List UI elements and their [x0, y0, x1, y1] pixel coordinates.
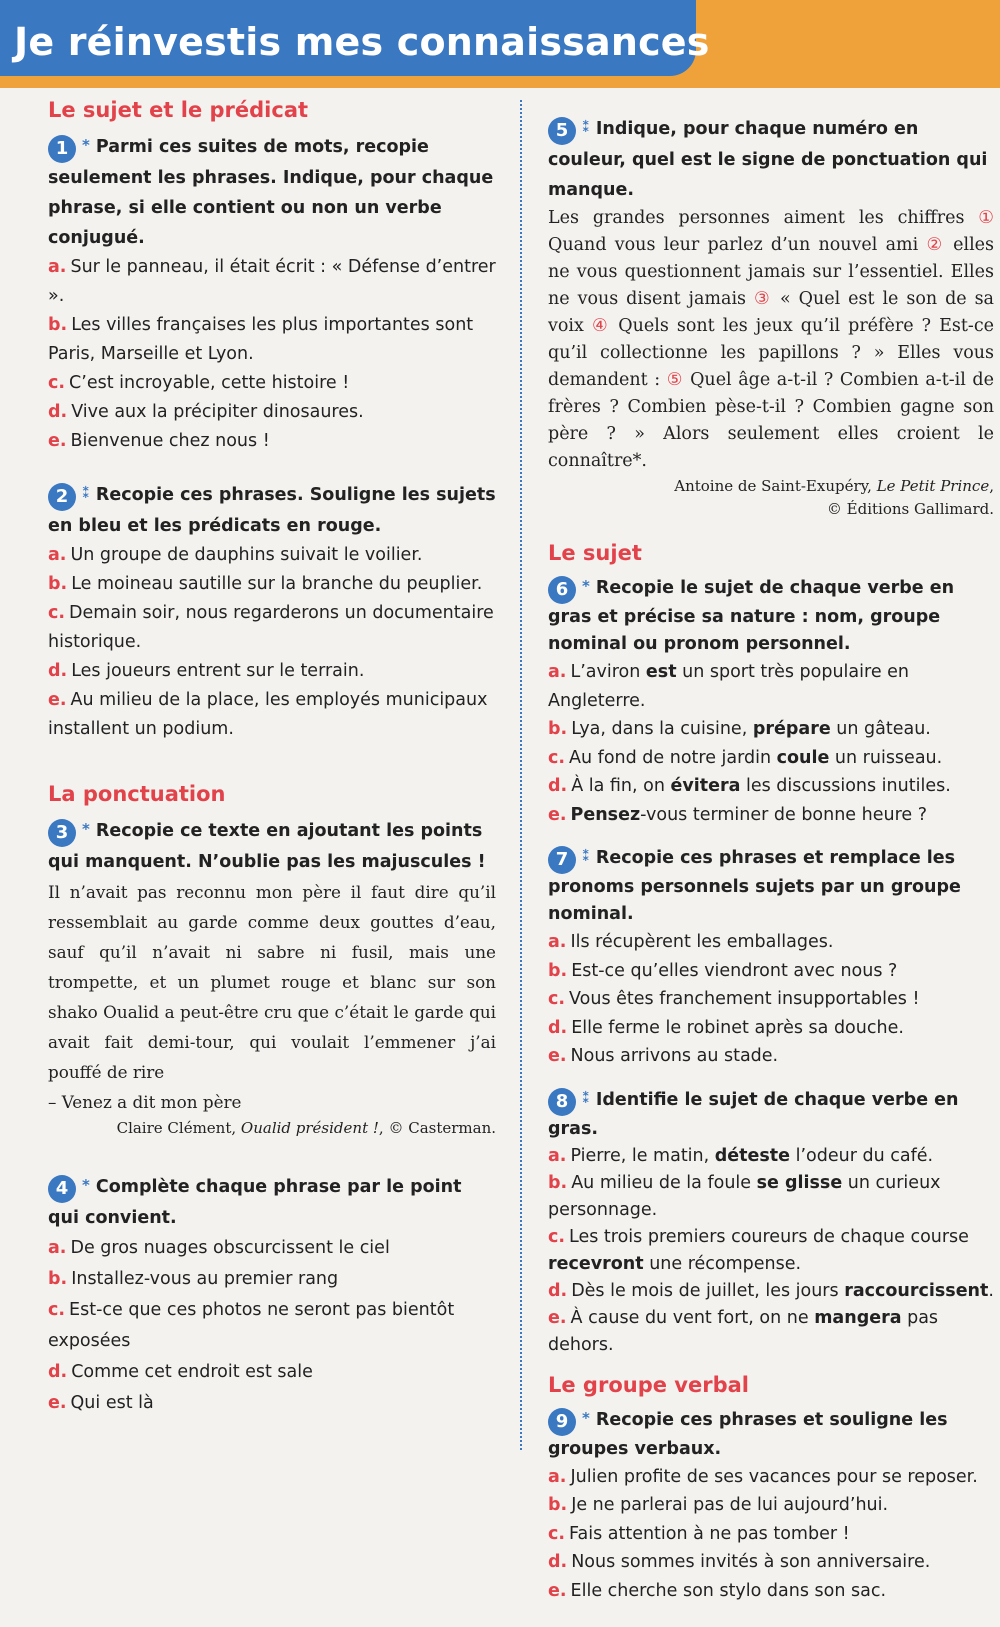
item-text: C’est incroyable, cette histoire ! [69, 373, 350, 393]
item-text: Dès le mois de juillet, les jours [571, 1280, 845, 1301]
item-text: Fais attention à ne pas tomber ! [569, 1523, 850, 1544]
item-text: un ruisseau. [829, 747, 943, 768]
exercise-number-badge: 1 [48, 135, 76, 163]
item-letter: d. [48, 661, 68, 681]
exercise-text: Les grandes personnes aiment les chiffres ① Quand vous leur parlez d’un nouvel ami ② elles ne vous questionnent jamais sur l’essentiel. Elles ne vous disent jamais ③ « Quel est le son de sa voix ④ Quels sont les jeux qu’il préfère ? Est-ce qu’il collectionne les papillons ? » Elles vous demandent : ⑤ Quel âge a-t-il ? Combien a-t-il de frères ? Combien pèse-t-il ? Combien gagne son père ? » Alors seulement elles croient le connaître*. [548, 208, 995, 471]
item-text: Les joueurs entrent sur le terrain. [71, 661, 365, 681]
difficulty-star-icon: * [82, 136, 90, 154]
column-divider [520, 100, 522, 1450]
list-item [548, 1042, 994, 1071]
item-text: un gâteau. [830, 719, 931, 739]
item-letter: a. [548, 932, 567, 952]
item-letter: a. [548, 1145, 567, 1166]
item-text: Les trois premiers coureurs de chaque course [569, 1226, 969, 1247]
item-letter: e. [548, 1307, 567, 1328]
item-text: Pierre, le matin, [570, 1145, 715, 1166]
item-letter: e. [548, 804, 567, 825]
list-item [48, 541, 496, 570]
item-text: Est-ce qu’elles viendront avec nous ? [571, 960, 898, 981]
item-letter: b. [48, 1269, 68, 1289]
item-text: Un groupe de dauphins suivait le voilier. [70, 545, 423, 565]
list-item [48, 253, 496, 311]
difficulty-star-icon: ⁑ [582, 1088, 590, 1107]
list-item [548, 1491, 994, 1520]
difficulty-star-icon: * [582, 1408, 590, 1427]
item-text: Au milieu de la place, les employés municipaux installent un podium. [48, 690, 488, 739]
list-item [48, 369, 496, 398]
bold-verb: mangera [814, 1307, 902, 1328]
list-item [548, 1577, 994, 1606]
bold-verb: prépare [752, 719, 831, 739]
exercise-number-badge: 9 [548, 1408, 576, 1436]
list-item [548, 1014, 994, 1043]
bold-verb: coule [776, 747, 830, 768]
list-item [48, 599, 496, 657]
exercise-number-badge: 8 [548, 1088, 576, 1116]
item-text: -vous terminer de bonne heure ? [640, 804, 928, 825]
list-item [548, 744, 994, 773]
marker-3: ③ [753, 289, 773, 309]
list-item [48, 570, 496, 599]
item-text: Sur le panneau, il était écrit : « Défense d’entrer ». [48, 257, 496, 306]
item-letter: b. [48, 574, 68, 594]
list-item [548, 1170, 994, 1224]
item-letter: e. [48, 431, 67, 451]
exercise-number-badge: 6 [548, 576, 576, 604]
list-item [548, 1520, 994, 1549]
item-letter: d. [48, 1362, 68, 1382]
list-item [48, 1264, 496, 1295]
list-item [548, 928, 994, 957]
item-letter: a. [48, 1238, 67, 1258]
list-item [548, 1143, 994, 1170]
difficulty-star-icon: ⁑ [582, 847, 590, 865]
item-text: De gros nuages obscurcissent le ciel [70, 1238, 390, 1258]
list-item [48, 1388, 496, 1419]
item-text: Elle ferme le robinet après sa douche. [571, 1017, 904, 1038]
item-letter: e. [48, 1393, 67, 1413]
bold-verb: est [645, 662, 677, 682]
item-letter: e. [548, 1046, 567, 1066]
item-text: Nous arrivons au stade. [570, 1046, 779, 1066]
list-item [548, 985, 994, 1014]
item-text: un curieux personnage. [548, 1172, 941, 1220]
item-letter: c. [48, 603, 66, 623]
section-title-ponctuation: La ponctuation [48, 782, 226, 806]
bold-verb: Pensez [570, 804, 641, 825]
difficulty-star-icon: ⁑ [82, 484, 90, 502]
item-text: Installez-vous au premier rang [71, 1269, 339, 1289]
list-item [548, 1463, 994, 1492]
item-letter: b. [48, 315, 68, 335]
item-text: À la fin, on [571, 776, 671, 796]
exercise-6 [548, 573, 994, 829]
list-item [48, 1295, 496, 1357]
difficulty-star-icon: * [582, 577, 590, 595]
list-item [548, 772, 994, 801]
item-text: Au milieu de la foule [571, 1172, 757, 1193]
list-item [548, 1305, 994, 1359]
item-text: . [988, 1280, 994, 1301]
exercise-3 [48, 814, 496, 1140]
marker-1: ① [978, 208, 994, 228]
item-text: Les villes françaises les plus importantes sont Paris, Marseille et Lyon. [48, 315, 474, 364]
item-text: Qui est là [70, 1393, 154, 1413]
item-letter: e. [48, 690, 67, 710]
exercise-number-badge: 4 [48, 1175, 76, 1203]
difficulty-star-icon: ⁑ [582, 118, 590, 136]
item-letter: d. [548, 776, 568, 796]
exercise-instruction: 1 * Parmi ces suites de mots, recopie seulement les phrases. Indique, pour chaque phrase, si elle contient ou non un verbe conjugué. [48, 136, 494, 248]
item-text: Julien profite de ses vacances pour se reposer. [570, 1466, 978, 1487]
page-title: Je réinvestis mes connaissances [14, 20, 710, 64]
exercise-text-dialogue: – Venez a dit mon père [48, 1092, 242, 1112]
bold-verb: évitera [670, 776, 741, 796]
item-letter: b. [548, 1495, 568, 1515]
list-item [548, 1224, 994, 1278]
item-text: une récompense. [643, 1253, 802, 1274]
item-letter: b. [548, 960, 568, 981]
bold-verb: recevront [548, 1253, 644, 1274]
exercise-number-badge: 2 [48, 483, 76, 511]
item-text: les discussions inutiles. [740, 776, 951, 796]
item-text: pas dehors. [548, 1307, 939, 1355]
item-letter: d. [548, 1017, 568, 1038]
section-title-groupe-verbal: Le groupe verbal [548, 1372, 749, 1397]
list-item [548, 957, 994, 986]
exercise-7 [548, 843, 994, 1071]
item-letter: e. [548, 1580, 567, 1601]
item-letter: b. [548, 1172, 568, 1193]
exercise-1 [48, 130, 496, 456]
exercise-4 [48, 1170, 496, 1419]
exercise-instruction: 4 * Complète chaque phrase par le point qui convient. [48, 1176, 462, 1228]
bold-verb: raccourcissent [844, 1280, 989, 1301]
section-title-sujet: Le sujet [548, 541, 642, 565]
source-credit: Claire Clément, Oualid président !, © Casterman. [116, 1119, 496, 1137]
item-letter: c. [548, 989, 566, 1009]
exercise-text: Il n’avait pas reconnu mon père il faut dire qu’il ressemblait au garde comme deux gouttes d’eau, sauf qu’il n’avait ni sabre ni fusil, mais une trompette, et un plumet rouge et blanc sur son shako Oualid a peut-être cru que c’était le garde qui avait fait demi-tour, qui voulait l’emmener j’ai pouffé de rire [48, 882, 496, 1082]
list-item [48, 686, 496, 744]
source-credit: Antoine de Saint-Exupéry, Le Petit Prince, © Éditions Gallimard. [674, 477, 994, 518]
item-text: l’odeur du café. [790, 1145, 934, 1166]
item-letter: a. [48, 545, 67, 565]
exercise-instruction: 9 * Recopie ces phrases et souligne les groupes verbaux. [548, 1408, 948, 1459]
right-column [548, 112, 994, 1627]
list-item [548, 801, 994, 830]
bold-verb: déteste [714, 1145, 791, 1166]
difficulty-star-icon: * [82, 1176, 90, 1194]
header-banner [0, 0, 710, 76]
exercise-instruction: 3 * Recopie ce texte en ajoutant les points qui manquent. N’oublie pas les majuscules ! [48, 820, 486, 872]
item-text: Elle cherche son stylo dans son sac. [570, 1580, 887, 1601]
item-text: Le moineau sautille sur la branche du peuplier. [71, 574, 483, 594]
section-title-sujet-predicat: Le sujet et le prédicat [48, 98, 309, 122]
item-letter: a. [548, 1466, 567, 1487]
item-text: Vous êtes franchement insupportables ! [569, 989, 920, 1009]
list-item [48, 427, 496, 456]
exercise-5 [548, 112, 994, 521]
exercise-instruction: 6 * Recopie le sujet de chaque verbe en gras et précise sa nature : nom, groupe nominal ou pronom personnel. [548, 577, 955, 654]
list-item [548, 1548, 994, 1577]
item-letter: c. [48, 1300, 66, 1320]
item-letter: d. [548, 1552, 568, 1572]
item-letter: a. [548, 662, 567, 682]
list-item [548, 658, 994, 715]
left-column [48, 98, 496, 1441]
item-letter: a. [48, 257, 67, 277]
marker-5: ⑤ [666, 370, 684, 390]
item-text: un sport très populaire en Angleterre. [548, 662, 910, 711]
exercise-2 [48, 478, 496, 744]
item-text: L’aviron [570, 662, 646, 682]
item-text: Bienvenue chez nous ! [70, 431, 270, 451]
item-text: Lya, dans la cuisine, [571, 719, 753, 739]
list-item [48, 398, 496, 427]
exercise-number-badge: 7 [548, 846, 576, 874]
list-item [548, 715, 994, 744]
list-item [548, 1278, 994, 1305]
item-letter: c. [548, 1523, 566, 1544]
exercise-9 [548, 1405, 994, 1606]
exercise-8 [548, 1085, 994, 1359]
item-text: Vive aux la précipiter dinosaures. [71, 402, 364, 422]
item-text: Au fond de notre jardin [569, 747, 777, 768]
list-item [48, 657, 496, 686]
exercise-instruction: 2 ⁑ Recopie ces phrases. Souligne les sujets en bleu et les prédicats en rouge. [48, 484, 496, 536]
item-text: Ils récupèrent les emballages. [570, 932, 834, 952]
list-item [48, 311, 496, 369]
item-text: Est-ce que ces photos ne seront pas bientôt exposées [48, 1300, 455, 1351]
item-letter: b. [548, 719, 568, 739]
marker-2: ② [926, 235, 945, 255]
item-text: Demain soir, nous regarderons un documentaire historique. [48, 603, 494, 652]
item-text: Comme cet endroit est sale [71, 1362, 313, 1382]
item-letter: c. [548, 1226, 566, 1247]
difficulty-star-icon: * [82, 820, 90, 838]
list-item [48, 1357, 496, 1388]
exercise-instruction: 5 ⁑ Indique, pour chaque numéro en couleur, quel est le signe de ponctuation qui manque. [548, 118, 988, 200]
item-letter: d. [48, 402, 68, 422]
exercise-number-badge: 5 [548, 117, 576, 145]
exercise-instruction: 8 ⁑ Identifie le sujet de chaque verbe en gras. [548, 1088, 959, 1139]
item-text: Nous sommes invités à son anniversaire. [571, 1552, 931, 1572]
exercise-instruction: 7 ⁑ Recopie ces phrases et remplace les pronoms personnels sujets par un groupe nominal. [548, 847, 961, 924]
item-letter: c. [48, 373, 66, 393]
list-item [48, 1233, 496, 1264]
item-letter: d. [548, 1280, 568, 1301]
bold-verb: se glisse [756, 1172, 843, 1193]
item-text: Je ne parlerai pas de lui aujourd’hui. [571, 1495, 889, 1515]
item-letter: c. [548, 747, 566, 768]
marker-4: ④ [591, 316, 611, 336]
item-text: À cause du vent fort, on ne [570, 1307, 815, 1328]
exercise-number-badge: 3 [48, 819, 76, 847]
